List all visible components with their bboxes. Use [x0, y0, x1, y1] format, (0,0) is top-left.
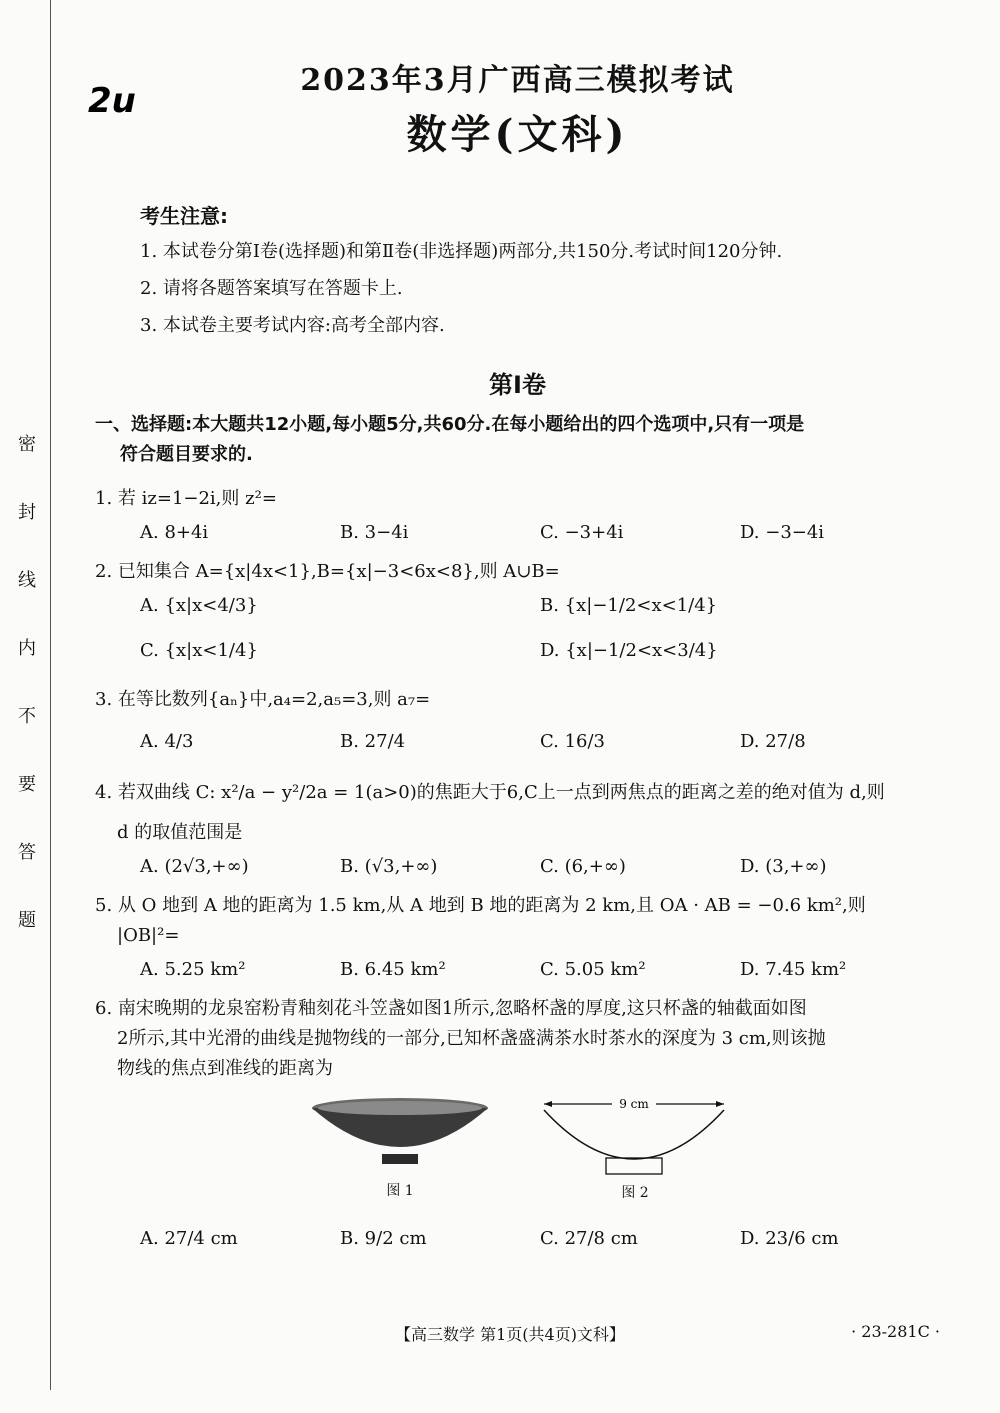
- option-a: A. {x|x<4/3}: [140, 595, 258, 616]
- option-d: D. 23/6 cm: [740, 1228, 839, 1249]
- question-6-options: [95, 1228, 940, 1249]
- option-c: C. (6,+∞): [540, 856, 626, 877]
- question-4-options: [95, 856, 940, 877]
- option-b: B. 3−4i: [340, 522, 409, 543]
- option-c: C. −3+4i: [540, 522, 624, 543]
- option-b: B. {x|−1/2<x<1/4}: [540, 595, 718, 616]
- option-c: C. 5.05 km²: [540, 959, 646, 980]
- notice-item: 3. 本试卷主要考试内容:高考全部内容.: [140, 315, 445, 336]
- question-4-stem: 4. 若双曲线 C: x²/a − y²/2a = 1(a>0)的焦距大于6,C上一点到两焦点的距离之差的绝对值为 d,则: [95, 782, 885, 803]
- question-1: 1. 若 iz=1−2i,则 z²=: [95, 488, 277, 509]
- section-heading-line: 符合题目要求的.: [120, 444, 253, 465]
- candidate-notice: [95, 200, 940, 337]
- option-c: C. 27/8 cm: [540, 1228, 638, 1249]
- option-b: B. (√3,+∞): [340, 856, 438, 877]
- footer-page-info: 【高三数学 第1页(共4页)文科】: [395, 1325, 625, 1344]
- question-4: [95, 778, 940, 848]
- question-5-stem: 5. 从 O 地到 A 地的距离为 1.5 km,从 A 地到 B 地的距离为 2 km,且 OA · AB = −0.6 km²,则: [95, 895, 866, 916]
- notice-item: 2. 请将各题答案填写在答题卡上.: [140, 278, 403, 299]
- option-d: D. 27/8: [740, 731, 806, 752]
- figure-2-caption: 图 2: [621, 1185, 649, 1201]
- volume-heading: 第Ⅰ卷: [489, 371, 546, 399]
- option-b: B. 9/2 cm: [340, 1228, 427, 1249]
- exam-subject: 数学(文科): [406, 111, 629, 158]
- option-c: C. {x|x<1/4}: [140, 640, 258, 661]
- option-a: A. 8+4i: [140, 522, 209, 543]
- option-a: A. 5.25 km²: [140, 959, 246, 980]
- option-a: A. 4/3: [140, 731, 194, 752]
- question-6-stem: 6. 南宋晚期的龙泉窑粉青釉刻花斗笠盏如图1所示,忽略杯盏的厚度,这只杯盏的轴截面如图: [95, 998, 807, 1019]
- exam-title: 2023年3月广西高三模拟考试: [300, 63, 735, 98]
- figure-1-caption: 图 1: [386, 1183, 414, 1199]
- question-1-options: [95, 522, 940, 543]
- option-a: A. 27/4 cm: [140, 1228, 238, 1249]
- section-heading: [95, 410, 940, 470]
- question-6-figures: [95, 1096, 940, 1216]
- question-3: 3. 在等比数列{aₙ}中,a₄=2,a₅=3,则 a₇=: [95, 689, 431, 710]
- question-2: 2. 已知集合 A={x|4x<1},B={x|−3<6x<8},则 A∪B=: [95, 561, 560, 582]
- seal-char: 封: [18, 502, 36, 523]
- binding-margin-line: [50, 0, 51, 1390]
- figure-1: [310, 1096, 490, 1200]
- question-5-options: [95, 959, 940, 980]
- notice-heading: 考生注意:: [140, 204, 228, 228]
- fig2-width-label: 9 cm: [619, 1097, 649, 1111]
- option-a: A. (2√3,+∞): [140, 856, 249, 877]
- question-2-options: [95, 595, 940, 616]
- seal-char: 要: [18, 774, 36, 795]
- bowl-photo-illustration: [310, 1096, 490, 1176]
- svg-text:2u: 2u: [88, 81, 136, 120]
- seal-char: 线: [18, 570, 36, 591]
- question-6-stem-cont: 物线的焦点到准线的距离为: [117, 1058, 333, 1079]
- option-d: D. −3−4i: [740, 522, 825, 543]
- question-6: [95, 994, 940, 1084]
- question-5: [95, 891, 940, 951]
- question-3-options: [95, 731, 940, 752]
- question-5-stem-cont: |OB|²=: [117, 925, 180, 946]
- option-d: D. {x|−1/2<x<3/4}: [540, 640, 718, 661]
- figure-2: [540, 1096, 730, 1202]
- option-c: C. 16/3: [540, 731, 605, 752]
- option-b: B. 27/4: [340, 731, 406, 752]
- option-b: B. 6.45 km²: [340, 959, 446, 980]
- option-d: D. (3,+∞): [740, 856, 827, 877]
- question-6-stem-cont: 2所示,其中光滑的曲线是抛物线的一部分,已知杯盏盛满茶水时茶水的深度为 3 cm,则该抛: [117, 1028, 826, 1049]
- question-2-options: [95, 640, 940, 661]
- footer-code: · 23-281C ·: [851, 1322, 940, 1341]
- option-d: D. 7.45 km²: [740, 959, 847, 980]
- binding-seal-text: [18, 430, 44, 974]
- question-4-stem-cont: d 的取值范围是: [117, 822, 243, 843]
- seal-char: 内: [18, 638, 36, 659]
- seal-char: 答: [18, 842, 36, 863]
- seal-char: 不: [18, 706, 36, 727]
- section-heading-line: 一、选择题:本大题共12小题,每小题5分,共60分.在每小题给出的四个选项中,只有一项是: [95, 414, 805, 435]
- notice-item: 1. 本试卷分第Ⅰ卷(选择题)和第Ⅱ卷(非选择题)两部分,共150分.考试时间120分钟.: [140, 241, 783, 262]
- exam-page: [95, 55, 940, 1249]
- seal-char: 密: [18, 434, 36, 455]
- bowl-cross-section-diagram: [540, 1096, 730, 1178]
- seal-char: 题: [18, 910, 36, 931]
